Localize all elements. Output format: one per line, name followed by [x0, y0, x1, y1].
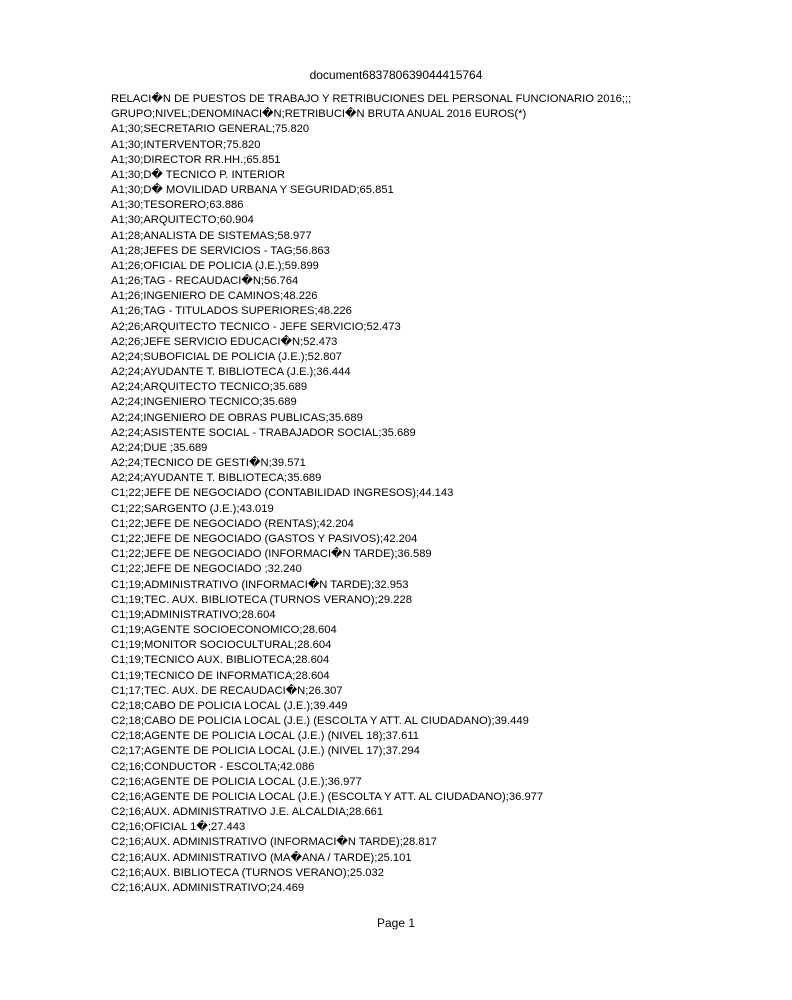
data-line: C1;22;JEFE DE NEGOCIADO ;32.240	[111, 563, 302, 576]
data-line: A1;30;D� MOVILIDAD URBANA Y SEGURIDAD;65.851	[111, 184, 394, 197]
data-line: C2;16;AGENTE DE POLICIA LOCAL (J.E.);36.977	[111, 775, 362, 788]
data-line: A2;26;JEFE SERVICIO EDUCACI�N;52.473	[111, 335, 338, 348]
data-line: C2;16;AGENTE DE POLICIA LOCAL (J.E.) (ESCOLTA Y ATT. AL CIUDADANO);36.977	[111, 790, 544, 803]
data-line: A1;26;OFICIAL DE POLICIA (J.E.);59.899	[111, 259, 319, 272]
data-line: A1;30;TESORERO;63.886	[111, 199, 244, 212]
data-line: A1;28;JEFES DE SERVICIOS - TAG;56.863	[111, 244, 330, 257]
data-line: C2;18;AGENTE DE POLICIA LOCAL (J.E.) (NIVEL 18);37.611	[111, 730, 419, 743]
data-line: A2;24;ARQUITECTO TECNICO;35.689	[111, 381, 308, 394]
data-line: C1;17;TEC. AUX. DE RECAUDACI�N;26.307	[111, 684, 343, 697]
data-line: C1;22;JEFE DE NEGOCIADO (CONTABILIDAD INGRESOS);44.143	[111, 487, 454, 500]
data-line: A2;24;SUBOFICIAL DE POLICIA (J.E.);52.807	[111, 350, 342, 363]
data-line: C2;16;CONDUCTOR - ESCOLTA;42.086	[111, 760, 315, 773]
data-line: C2;16;AUX. ADMINISTRATIVO (MA�ANA / TARDE);25.101	[111, 851, 412, 864]
data-line: C1;19;TECNICO DE INFORMATICA;28.604	[111, 669, 330, 682]
data-line: C1;19;TEC. AUX. BIBLIOTECA (TURNOS VERANO);29.228	[111, 593, 412, 606]
page-number: Page 1	[376, 916, 416, 930]
data-line: C2;18;CABO DE POLICIA LOCAL (J.E.);39.449	[111, 699, 348, 712]
data-line: C2;16;AUX. ADMINISTRATIVO (INFORMACI�N TARDE);28.817	[111, 836, 438, 849]
data-line: A2;24;INGENIERO TECNICO;35.689	[111, 396, 297, 409]
data-line: C2;16;AUX. ADMINISTRATIVO J.E. ALCALDIA;28.661	[111, 806, 384, 819]
document-title: document683780639044415764	[309, 68, 483, 82]
data-line: A1;26;INGENIERO DE CAMINOS;48.226	[111, 290, 318, 303]
data-line: C1;19;ADMINISTRATIVO (INFORMACI�N TARDE);32.953	[111, 578, 409, 591]
data-line: C1;22;SARGENTO (J.E.);43.019	[111, 502, 274, 515]
data-line: A1;30;ARQUITECTO;60.904	[111, 214, 254, 227]
data-line: C1;22;JEFE DE NEGOCIADO (RENTAS);42.204	[111, 517, 354, 530]
data-line: A2;24;AYUDANTE T. BIBLIOTECA;35.689	[111, 472, 322, 485]
data-line: A2;24;ASISTENTE SOCIAL - TRABAJADOR SOCIAL;35.689	[111, 426, 416, 439]
data-line: A1;30;DIRECTOR RR.HH.;65.851	[111, 153, 281, 166]
data-line: C1;22;JEFE DE NEGOCIADO (GASTOS Y PASIVOS);42.204	[111, 532, 418, 545]
data-line: C1;22;JEFE DE NEGOCIADO (INFORMACI�N TARDE);36.589	[111, 548, 432, 561]
data-line: A1;30;D� TECNICO P. INTERIOR	[111, 168, 285, 181]
data-line: C1;19;MONITOR SOCIOCULTURAL;28.604	[111, 639, 332, 652]
data-line: C1;19;TECNICO AUX. BIBLIOTECA;28.604	[111, 654, 330, 667]
document-body	[111, 92, 771, 896]
column-header-line: GRUPO;NIVEL;DENOMINACI�N;RETRIBUCI�N BRUTA ANUAL 2016 EUROS(*)	[111, 108, 527, 121]
data-line: A2;24;TECNICO DE GESTI�N;39.571	[111, 457, 306, 470]
data-line: C1;19;ADMINISTRATIVO;28.604	[111, 608, 276, 621]
data-line: C2;16;AUX. ADMINISTRATIVO;24.469	[111, 881, 305, 894]
data-line: C2;16;AUX. BIBLIOTECA (TURNOS VERANO);25.032	[111, 866, 384, 879]
data-line: A1;30;INTERVENTOR;75.820	[111, 138, 261, 151]
data-line: A2;24;INGENIERO DE OBRAS PUBLICAS;35.689	[111, 411, 363, 424]
data-line: A1;26;TAG - TITULADOS SUPERIORES;48.226	[111, 305, 352, 318]
data-line: C2;16;OFICIAL 1�;27.443	[111, 821, 246, 834]
data-line: C2;17;AGENTE DE POLICIA LOCAL (J.E.) (NIVEL 17);37.294	[111, 745, 420, 758]
data-line: A1;30;SECRETARIO GENERAL;75.820	[111, 123, 310, 136]
data-line: A2;24;AYUDANTE T. BIBLIOTECA (J.E.);36.444	[111, 366, 351, 379]
data-line: A2;26;ARQUITECTO TECNICO - JEFE SERVICIO;52.473	[111, 320, 401, 333]
data-line: A1;26;TAG - RECAUDACI�N;56.764	[111, 275, 299, 288]
data-line: C2;18;CABO DE POLICIA LOCAL (J.E.) (ESCOLTA Y ATT. AL CIUDADANO);39.449	[111, 715, 529, 728]
data-line: A2;24;DUE ;35.689	[111, 441, 208, 454]
data-line: C1;19;AGENTE SOCIOECONOMICO;28.604	[111, 624, 337, 637]
document-heading: RELACI�N DE PUESTOS DE TRABAJO Y RETRIBUCIONES DEL PERSONAL FUNCIONARIO 2016;;;	[111, 93, 632, 105]
data-line: A1;28;ANALISTA DE SISTEMAS;58.977	[111, 229, 312, 242]
